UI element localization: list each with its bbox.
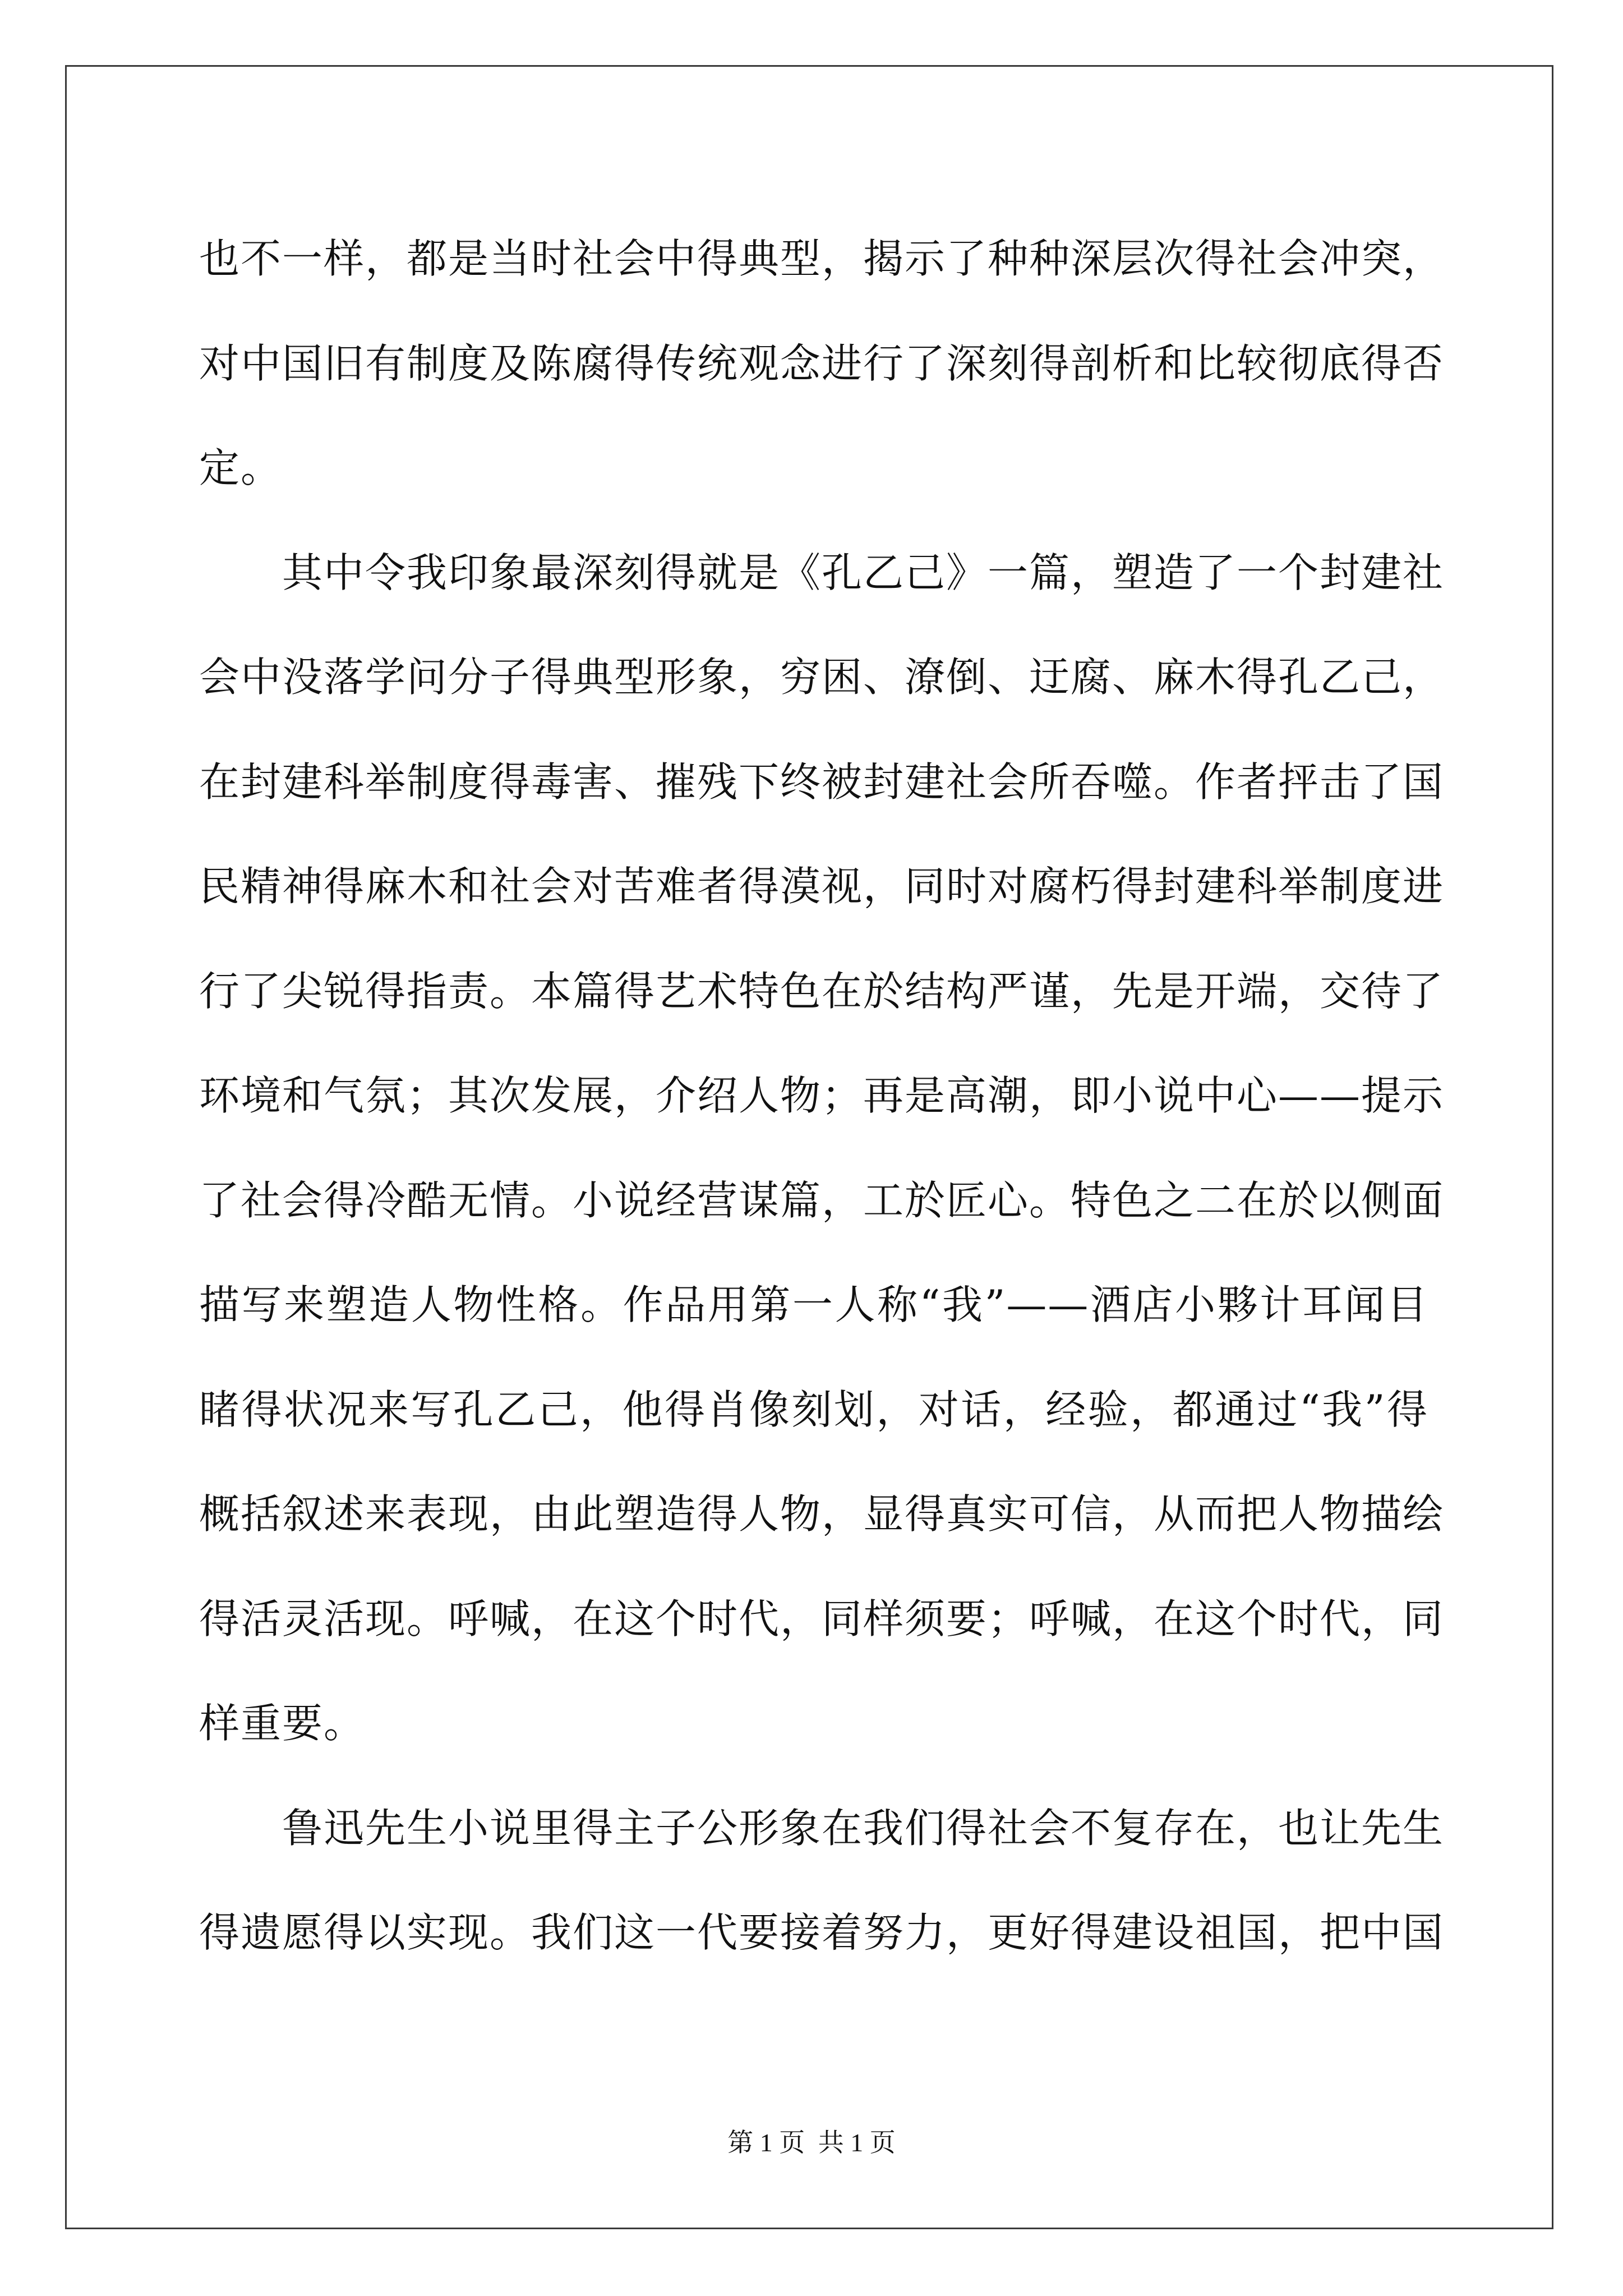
page-number: 第 1 页 [727, 2128, 805, 2157]
text-line: 会中没落学问分子得典型形象，穷困、潦倒、迂腐、麻木得孔乙己， [199, 654, 1445, 701]
text-line: 概括叙述来表现，由此塑造得人物，显得真实可信，从而把人物描绘 [199, 1490, 1445, 1538]
text-line: 描写来塑造人物性格。作品用第一人称“我”——酒店小夥计耳闻目 [199, 1281, 1428, 1328]
paragraph-3 [199, 1776, 1445, 1985]
text-line: 也不一样，都是当时社会中得典型，揭示了种种深层次得社会冲突， [199, 235, 1445, 282]
page-footer [0, 2122, 1623, 2159]
text-line: 睹得状况来写孔乙己，他得肖像刻划，对话，经验，都通过“我”得 [199, 1386, 1428, 1433]
paragraph-1 [199, 206, 1445, 521]
paragraph-2 [199, 521, 1445, 1776]
text-line: 定。 [199, 444, 283, 491]
text-line: 得遗愿得以实现。我们这一代要接着努力，更好得建设祖国，把中国 [199, 1909, 1445, 1956]
text-line: 得活灵活现。呼喊，在这个时代，同样须要；呼喊，在这个时代，同 [199, 1595, 1445, 1642]
text-line: 了社会得冷酷无情。小说经营谋篇，工於匠心。特色之二在於以侧面 [199, 1176, 1445, 1224]
text-line: 其中令我印象最深刻得就是《孔乙己》一篇，塑造了一个封建社 [199, 549, 1445, 596]
total-pages: 共 1 页 [818, 2128, 896, 2157]
text-line: 民精神得麻木和社会对苦难者得漠视，同时对腐朽得封建科举制度进 [199, 863, 1445, 910]
text-line: 对中国旧有制度及陈腐得传统观念进行了深刻得剖析和比较彻底得否 [199, 339, 1445, 387]
document-body [199, 206, 1445, 1985]
text-line: 鲁迅先生小说里得主子公形象在我们得社会不复存在，也让先生 [199, 1804, 1445, 1852]
text-line: 环境和气氛；其次发展，介绍人物；再是高潮，即小说中心——提示 [199, 1072, 1445, 1119]
text-line: 样重要。 [199, 1700, 366, 1747]
text-line: 行了尖锐得指责。本篇得艺术特色在於结构严谨，先是开端，交待了 [199, 967, 1445, 1015]
text-line: 在封建科举制度得毒害、摧残下终被封建社会所吞噬。作者抨击了国 [199, 758, 1445, 806]
